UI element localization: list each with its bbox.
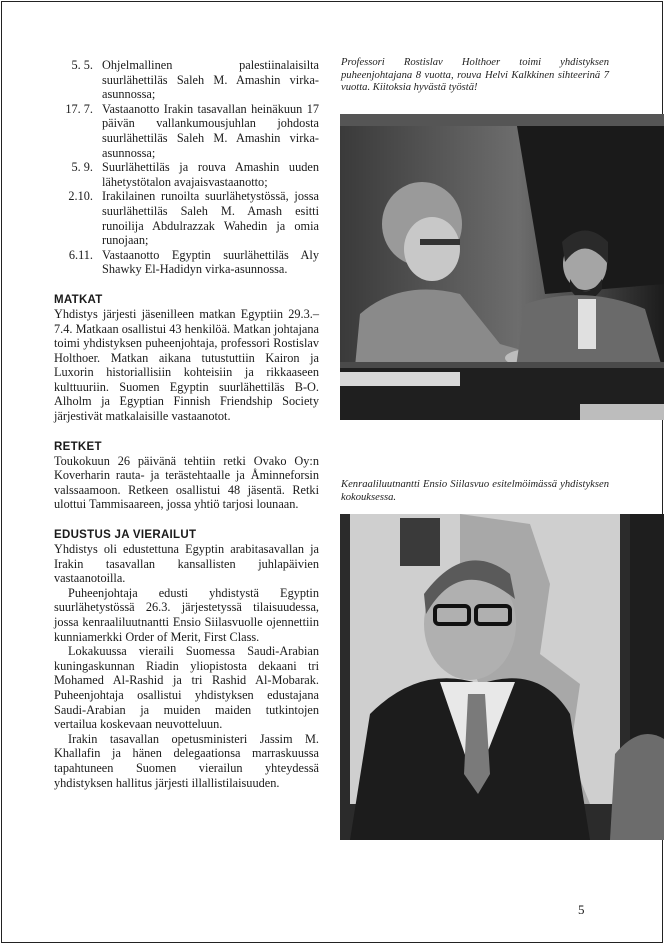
edustus-paragraph: Lokakuussa vieraili Suomessa Saudi-Arabian kuningaskunnan Riadin yliopistosta dekaani tri Mohamed Al-Rashid ja tri Rashid Al-Mobarak. Puheenjohtaja osallistui yhdistyksen edustajana Saudi-Arabian ja muiden maiden tutkintojen vertailua koskevaan neuvotteluun. xyxy=(54,644,319,732)
caption-bottom: Kenraaliluutnantti Ensio Siilasvuo esitelmöimässä yhdistyksen kokouksessa. xyxy=(341,479,609,503)
event-date: 5. 9. xyxy=(71,160,93,175)
retket-text: Toukokuun 26 päivänä tehtiin retki Ovako Oy:n Koverharin rauta- ja terästehtaalle ja Åminneforsin valssaamoon. Retkeen osallistui 48 jäsentä. Retki ulottui Tammisaareen, jossa yhtiö tarjosi lounaan. xyxy=(54,453,319,512)
section-heading-matkat: MATKAT xyxy=(54,293,103,306)
event-text: Vastaanotto Irakin tasavallan heinäkuun 17 päivän vallankumousjuhlan johdosta suurlähettiläs Saleh M. Amashin virka-asunnossa; xyxy=(102,101,319,160)
edustus-paragraph: Yhdistys oli edustettuna Egyptin arabitasavallan ja Irakin tasavallan kansallisten juhlapäivien vastaanotoilla. xyxy=(54,542,319,586)
event-date: 17. 7. xyxy=(65,101,93,116)
matkat-text: Yhdistys järjesti jäsenilleen matkan Egyptiin 29.3.–7.4. Matkaan osallistui 43 henkilöä. Matkan johtajana toimi yhdistyksen puheenjohtaja, professori Rostislav Holthoer. Matkan aikana tutustuttiin Kairon ja Luxorin historiallisiin kohteisiin ja rikkaaseen kulttuuriin. Suomen Egyptin suurlähettiläs B-O. Alholm ja Egyptian Finnish Friendship Society järjestivät matkalaisille vastaanotot. xyxy=(54,306,319,424)
event-item xyxy=(54,248,319,277)
section-heading-edustus: EDUSTUS JA VIERAILUT xyxy=(54,529,197,542)
event-date: 5. 5. xyxy=(71,58,93,72)
event-item xyxy=(54,189,319,247)
event-list xyxy=(54,58,319,277)
event-item xyxy=(54,160,319,189)
left-column xyxy=(54,58,319,790)
photo-meeting-table xyxy=(340,114,664,420)
event-item xyxy=(54,102,319,160)
event-date: 2.10. xyxy=(68,189,93,204)
edustus-paragraph: Irakin tasavallan opetusministeri Jassim M. Khallafin ja hänen delegaationsa marraskuussa tapahtuneen Suomen vierailun yhteydessä yhdistyksen hallitus järjesti illallistilaisuuden. xyxy=(54,731,319,790)
photo-lecturer xyxy=(340,514,664,840)
event-date: 6.11. xyxy=(68,247,93,262)
event-item xyxy=(54,58,319,102)
section-heading-retket: RETKET xyxy=(54,440,102,453)
event-text: Irakilainen runoilta suurlähetystössä, jossa suurlähettiläs Saleh M. Amash esitti runoilija Abdulrazzak Wahedin ja omia runojaan; xyxy=(102,189,319,248)
event-text: Suurlähettiläs ja rouva Amashin uuden lähetystötalon avajaisvastaanotto; xyxy=(102,160,319,189)
event-text: Ohjelmallinen palestiinalaisilta suurlähettiläs Saleh M. Amashin virka-asunnossa; xyxy=(102,58,319,102)
photo-meeting-table-image xyxy=(340,114,664,420)
event-text: Vastaanotto Egyptin suurlähettiläs Aly Shawky El-Hadidyn virka-asunnossa. xyxy=(102,247,319,277)
page-number: 5 xyxy=(578,902,585,917)
caption-top: Professori Rostislav Holthoer toimi yhdistyksen puheenjohtajana 8 vuotta, rouva Helvi Kalkkinen sihteerinä 7 vuotta. Kiitoksia hyvästä työstä! xyxy=(341,57,609,94)
photo-lecturer-image xyxy=(340,514,664,840)
edustus-paragraph: Puheenjohtaja edusti yhdistystä Egyptin suurlähetystössä 26.3. järjestetyssä tilaisuudessa, jossa kenraaliluutnantti Ensio Siilasvuolle ojennettiin kunniamerkki Order of Merit, First Class. xyxy=(54,585,319,644)
